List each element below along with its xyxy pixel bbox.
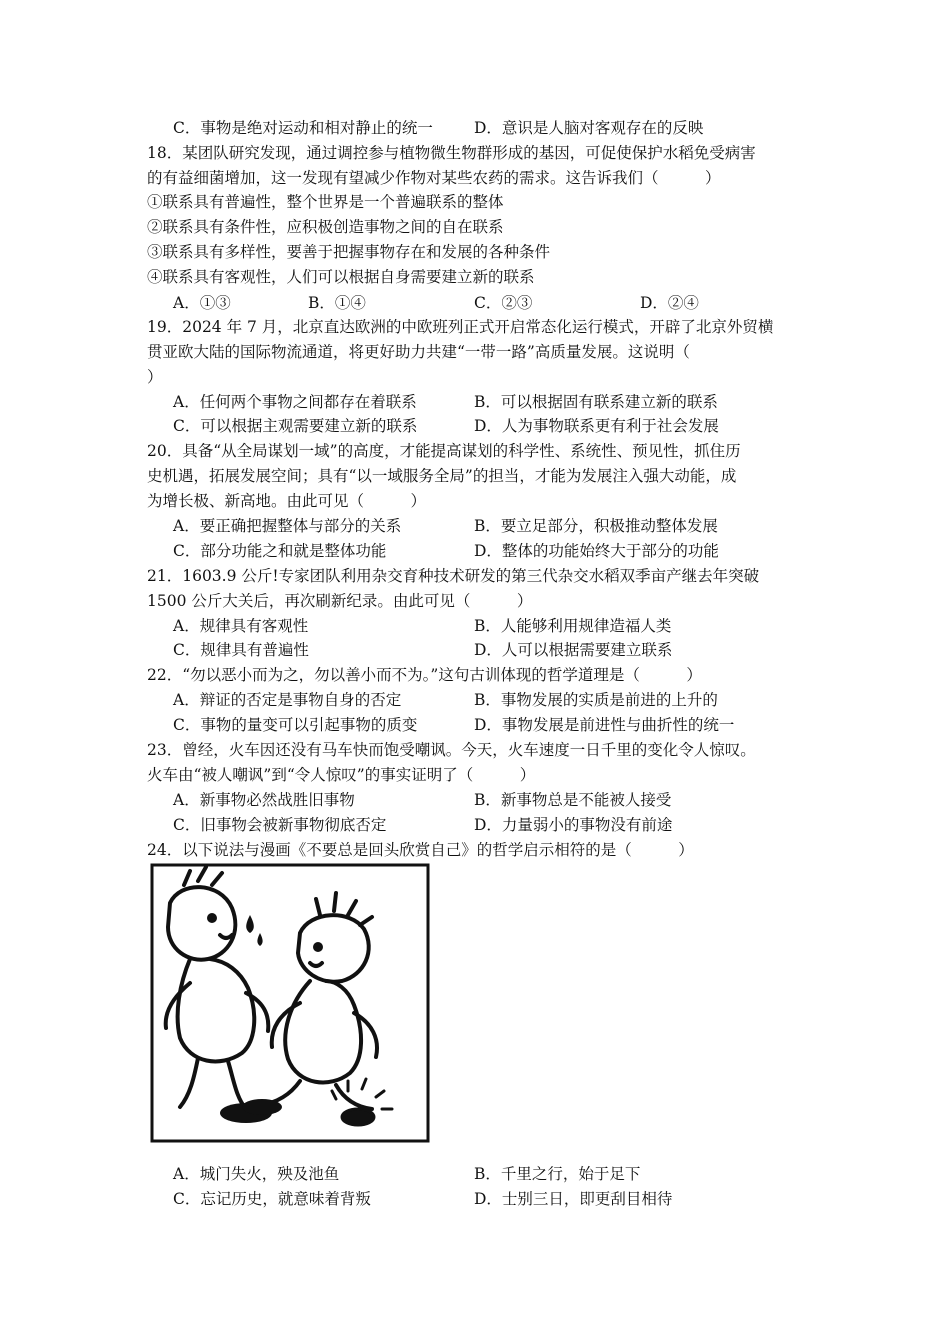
q23-option-a: A．新事物必然战胜旧事物 — [173, 791, 355, 809]
q21-option-a: A．规律具有客观性 — [173, 617, 309, 635]
q21-option-c: C．规律具有普遍性 — [173, 641, 309, 659]
q21-option-d: D．人可以根据需要建立联系 — [474, 641, 673, 659]
q23-option-c: C．旧事物会被新事物彻底否定 — [173, 816, 387, 834]
q19-option-b: B．可以根据固有联系建立新的联系 — [474, 393, 718, 411]
q19-option-d: D．人为事物联系更有利于社会发展 — [474, 417, 719, 435]
q20-option-c: C．部分功能之和就是整体功能 — [173, 542, 387, 560]
q17-option-d: D．意识是人脑对客观存在的反映 — [474, 119, 704, 137]
q23-option-d: D．力量弱小的事物没有前途 — [474, 816, 673, 834]
q18-statement-4: ④联系具有客观性，人们可以根据自身需要建立新的联系 — [147, 268, 535, 286]
q22-option-a: A．辩证的否定是事物自身的否定 — [173, 691, 402, 709]
q23-stem-line1: 23．曾经，火车因还没有马车快而饱受嘲讽。今天，火车速度一日千里的变化令人惊叹。 — [147, 741, 756, 759]
q19-stem-line1: 19．2024 年 7 月，北京直达欧洲的中欧班列正式开启常态化运行模式，开辟了北京外贸横 — [147, 318, 774, 336]
q20-option-b: B．要立足部分，积极推动整体发展 — [474, 517, 718, 535]
q22-option-b: B．事物发展的实质是前进的上升的 — [474, 691, 718, 709]
q20-option-d: D．整体的功能始终大于部分的功能 — [474, 542, 719, 560]
q20-stem-line2: 史机遇，拓展发展空间；具有“以一域服务全局”的担当，才能为发展注入强大动能，成 — [147, 467, 737, 485]
q18-stem-line2: 的有益细菌增加，这一发现有望减少作物对某些农药的需求。这告诉我们（ ） — [147, 169, 721, 187]
q19-stem-line3: ） — [147, 368, 163, 386]
q23-option-b: B．新事物总是不能被人接受 — [474, 791, 672, 809]
q19-option-a: A．任何两个事物之间都存在着联系 — [173, 393, 417, 411]
q24-option-b: B．千里之行，始于足下 — [474, 1165, 641, 1183]
q24-option-d: D．士别三日，即更刮目相待 — [474, 1190, 673, 1208]
q20-stem-line3: 为增长极、新高地。由此可见（ ） — [147, 492, 427, 510]
q18-statement-3: ③联系具有多样性，要善于把握事物存在和发展的各种条件 — [147, 243, 551, 261]
q19-stem-line2: 贯亚欧大陆的国际物流通道，将更好助力共建“一带一路”高质量发展。这说明（ — [147, 343, 690, 361]
q22-option-d: D．事物发展是前进性与曲折性的统一 — [474, 716, 735, 734]
q19-option-c: C．可以根据主观需要建立新的联系 — [173, 417, 418, 435]
q18-stem-line1: 18．某团队研究发现，通过调控参与植物微生物群形成的基因，可促使保护水稻免受病害 — [147, 144, 756, 162]
q21-stem-line2: 1500 公斤大关后，再次刷新纪录。由此可见（ ） — [147, 592, 533, 610]
q22-option-c: C．事物的量变可以引起事物的质变 — [173, 716, 418, 734]
q20-stem-line1: 20．具备“从全局谋划一域”的高度，才能提高谋划的科学性、系统性、预见性，抓住历 — [147, 442, 741, 460]
q18-option-c: C．②③ — [474, 294, 533, 312]
q18-statement-2: ②联系具有条件性，应积极创造事物之间的自在联系 — [147, 218, 504, 236]
q17-option-c: C．事物是绝对运动和相对静止的统一 — [173, 119, 433, 137]
q21-option-b: B．人能够利用规律造福人类 — [474, 617, 672, 635]
q21-stem-line1: 21．1603.9 公斤!专家团队利用杂交育种技术研发的第三代杂交水稻双季亩产继去年突破 — [147, 567, 760, 585]
q18-option-a: A．①③ — [173, 294, 231, 312]
cartoon-image — [150, 863, 430, 1143]
q18-statement-1: ①联系具有普遍性，整个世界是一个普遍联系的整体 — [147, 193, 504, 211]
q23-stem-line2: 火车由“被人嘲讽”到“令人惊叹”的事实证明了（ ） — [147, 766, 536, 784]
q24-option-a: A．城门失火，殃及池鱼 — [173, 1165, 340, 1183]
q24-stem-line1: 24．以下说法与漫画《不要总是回头欣赏自己》的哲学启示相符的是（ ） — [147, 841, 694, 859]
q18-option-b: B．①④ — [308, 294, 366, 312]
q20-option-a: A．要正确把握整体与部分的关系 — [173, 517, 402, 535]
q22-stem-line1: 22．“勿以恶小而为之，勿以善小而不为。”这句古训体现的哲学道理是（ ） — [147, 666, 702, 684]
q24-option-c: C．忘记历史，就意味着背叛 — [173, 1190, 371, 1208]
q18-option-d: D．②④ — [640, 294, 699, 312]
